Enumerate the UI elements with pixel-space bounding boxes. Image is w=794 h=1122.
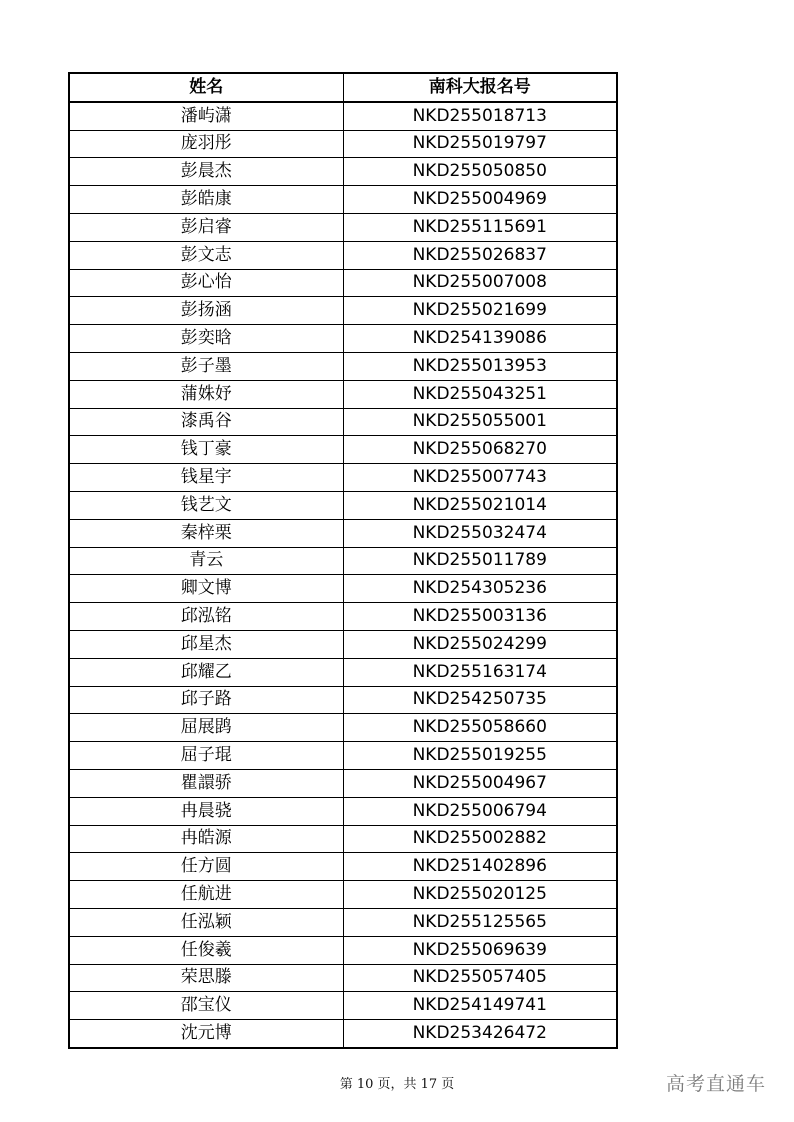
student-name-cell: 屈展鹍 [69,714,343,742]
table-row [69,658,617,686]
table-row [69,352,617,380]
student-name-cell: 彭心怡 [69,269,343,297]
table-row [69,797,617,825]
table-row [69,742,617,770]
registration-number-cell: NKD255058660 [343,714,617,742]
watermark-logo-text: 高考直通车 [665,1073,766,1095]
student-name-cell: 彭皓康 [69,186,343,214]
student-name-cell: 彭晨杰 [69,158,343,186]
student-name-cell: 荣思滕 [69,964,343,992]
student-name-cell: 邱泓铭 [69,603,343,631]
registration-number-cell: NKD255125565 [343,908,617,936]
student-name-cell: 冉皓源 [69,825,343,853]
table-row [69,630,617,658]
page-number-footer: 第 10 页，共 17 页 [339,1077,455,1092]
registration-number-cell: NKD255013953 [343,352,617,380]
table-row [69,241,617,269]
table-body [69,102,617,1048]
column-header-registration-number: 南科大报名号 [343,73,617,102]
student-name-cell: 彭启睿 [69,213,343,241]
student-name-cell: 瞿譞骄 [69,769,343,797]
table-row [69,575,617,603]
student-name-cell: 邱子路 [69,686,343,714]
student-name-cell: 庞羽彤 [69,130,343,158]
registration-number-cell: NKD254139086 [343,325,617,353]
registration-number-cell: NKD251402896 [343,853,617,881]
student-name-cell: 任航进 [69,881,343,909]
registration-number-cell: NKD255032474 [343,519,617,547]
table-row [69,464,617,492]
student-name-cell: 邵宝仪 [69,992,343,1020]
student-name-cell: 彭文志 [69,241,343,269]
registration-number-cell: NKD255068270 [343,436,617,464]
table-row [69,881,617,909]
student-name-cell: 卿文博 [69,575,343,603]
table-row [69,491,617,519]
registration-number-cell: NKD254250735 [343,686,617,714]
student-name-cell: 潘屿潇 [69,102,343,130]
registration-number-cell: NKD255055001 [343,408,617,436]
registration-number-cell: NKD255163174 [343,658,617,686]
student-name-cell: 秦梓栗 [69,519,343,547]
registration-number-cell: NKD255003136 [343,603,617,631]
student-name-cell: 钱丁豪 [69,436,343,464]
registration-number-cell: NKD255021699 [343,297,617,325]
table-row [69,380,617,408]
registration-number-cell: NKD255007008 [343,269,617,297]
registration-number-cell: NKD255019797 [343,130,617,158]
table-row [69,686,617,714]
student-name-cell: 钱艺文 [69,491,343,519]
student-name-cell: 邱耀乙 [69,658,343,686]
registration-number-cell: NKD255026837 [343,241,617,269]
student-name-cell: 屈子琨 [69,742,343,770]
table-row [69,908,617,936]
registration-number-cell: NKD255002882 [343,825,617,853]
table-row [69,853,617,881]
table-row [69,714,617,742]
registration-number-cell: NKD255021014 [343,491,617,519]
registration-number-cell: NKD255020125 [343,881,617,909]
student-name-cell: 冉晨骁 [69,797,343,825]
column-header-name: 姓名 [69,73,343,102]
student-name-cell: 钱星宇 [69,464,343,492]
table-row [69,130,617,158]
student-name-cell: 漆禹谷 [69,408,343,436]
registration-number-cell: NKD254305236 [343,575,617,603]
student-name-cell: 沈元博 [69,1020,343,1048]
registration-number-cell: NKD253426472 [343,1020,617,1048]
registration-number-cell: NKD255004967 [343,769,617,797]
table-row [69,769,617,797]
student-name-cell: 彭扬涵 [69,297,343,325]
table-row [69,186,617,214]
table-header-row [69,73,617,102]
registration-number-cell: NKD255019255 [343,742,617,770]
table-row [69,436,617,464]
table-row [69,603,617,631]
registration-number-cell: NKD255011789 [343,547,617,575]
table-row [69,408,617,436]
registration-number-cell: NKD255018713 [343,102,617,130]
table-row [69,158,617,186]
student-name-cell: 任方圆 [69,853,343,881]
table-row [69,519,617,547]
table-row [69,964,617,992]
registration-number-cell: NKD254149741 [343,992,617,1020]
student-name-cell: 邱星杰 [69,630,343,658]
table-row [69,213,617,241]
registration-number-cell: NKD255007743 [343,464,617,492]
registration-number-cell: NKD255043251 [343,380,617,408]
registration-number-cell: NKD255115691 [343,213,617,241]
registration-number-cell: NKD255057405 [343,964,617,992]
table-row [69,269,617,297]
student-name-cell: 彭奕晗 [69,325,343,353]
table-row [69,297,617,325]
table-row [69,102,617,130]
student-name-cell: 蒲姝妤 [69,380,343,408]
registration-number-cell: NKD255024299 [343,630,617,658]
table-row [69,825,617,853]
registration-number-cell: NKD255050850 [343,158,617,186]
student-name-cell: 青云 [69,547,343,575]
table-row [69,992,617,1020]
student-name-cell: 任泓颖 [69,908,343,936]
table-row [69,547,617,575]
student-name-cell: 任俊羲 [69,936,343,964]
registration-number-cell: NKD255006794 [343,797,617,825]
table-row [69,1020,617,1048]
student-name-cell: 彭子墨 [69,352,343,380]
registration-number-cell: NKD255004969 [343,186,617,214]
admission-roster-table [68,72,618,1049]
table-row [69,936,617,964]
registration-number-cell: NKD255069639 [343,936,617,964]
table-row [69,325,617,353]
